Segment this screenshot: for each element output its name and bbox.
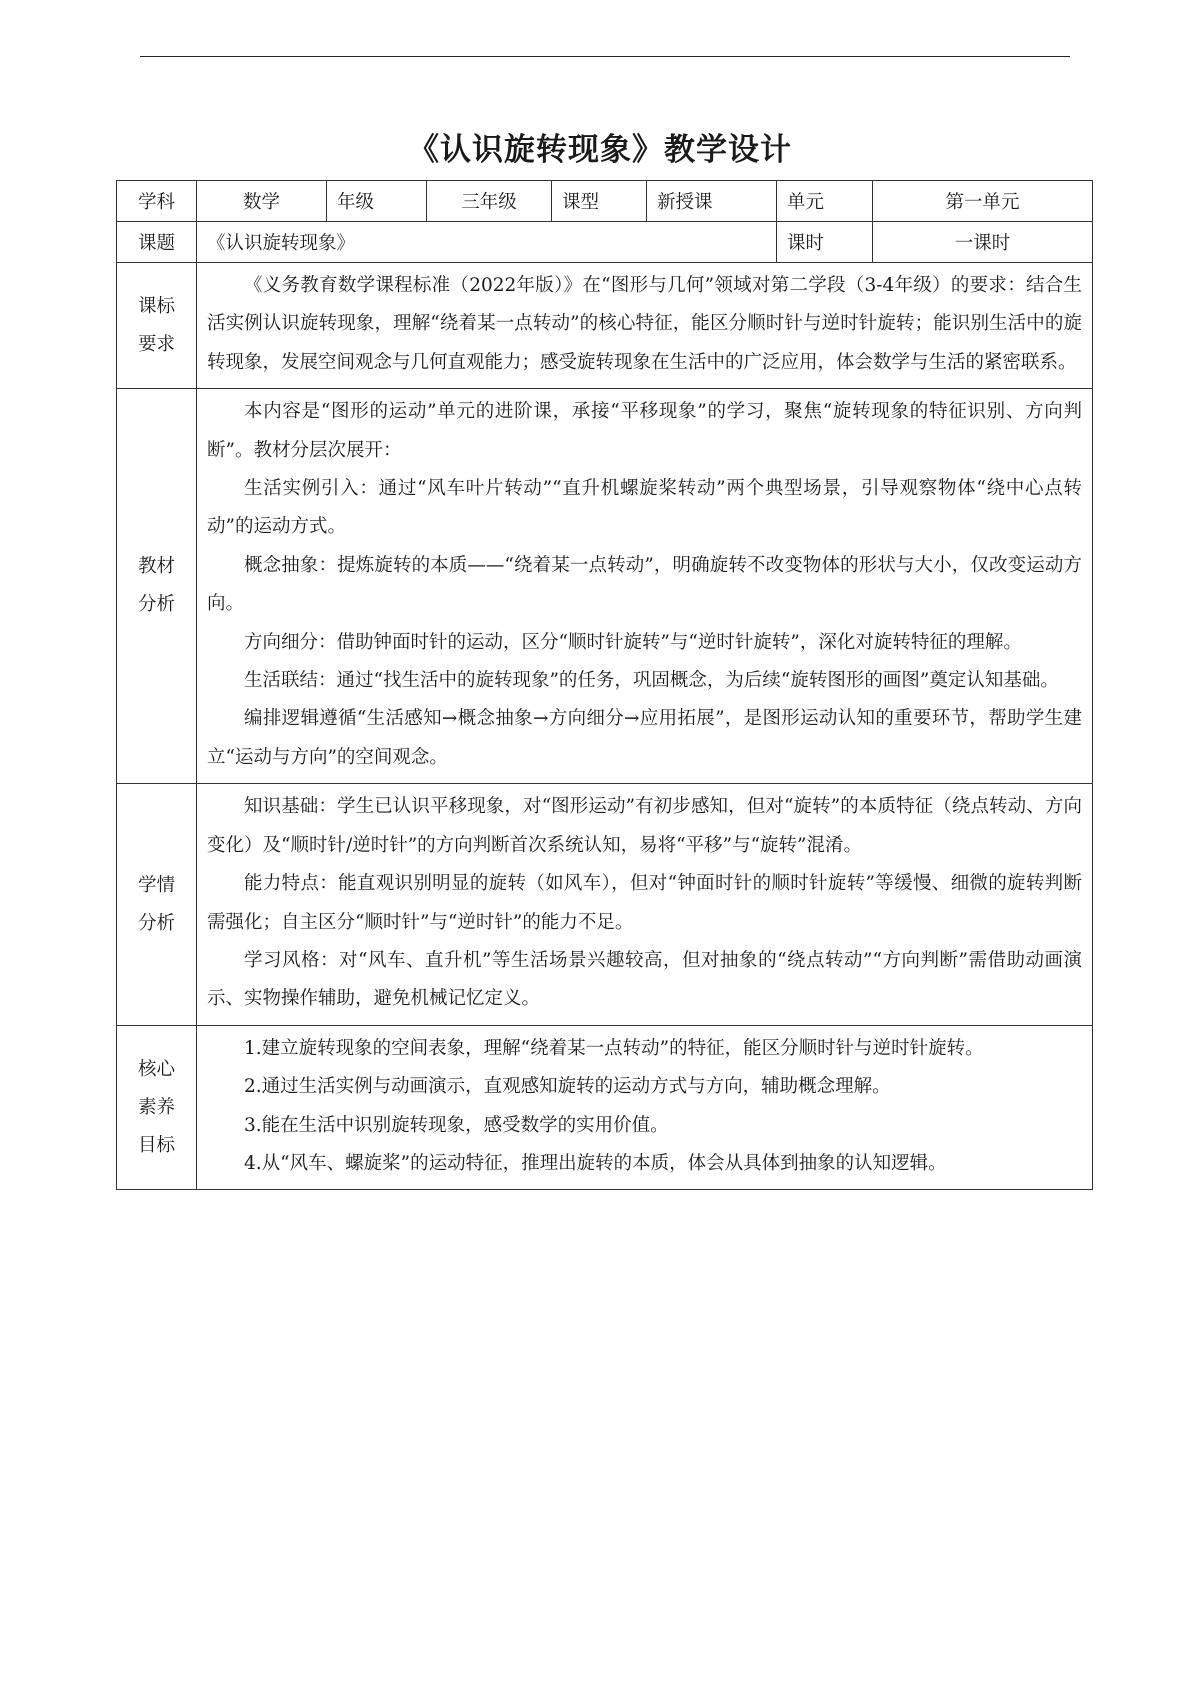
document-title: 《认识旋转现象》教学设计 xyxy=(408,132,792,168)
textbook-content xyxy=(197,389,1093,784)
topic-value: 《认识旋转现象》 xyxy=(197,222,777,263)
lesson-type-value: 新授课 xyxy=(647,181,777,222)
grade-value: 三年级 xyxy=(427,181,552,222)
textbook-row xyxy=(117,389,1093,784)
info-row-1 xyxy=(117,181,1093,222)
goals-content xyxy=(197,1025,1093,1190)
info-row-2 xyxy=(117,222,1093,263)
students-content xyxy=(197,784,1093,1025)
textbook-paragraph: 生活联结：通过“找生活中的旋转现象”的任务，巩固概念，为后续“旋转图形的画图”奠定认知基础。 xyxy=(244,670,1059,692)
students-label-line: 分析 xyxy=(137,912,175,934)
students-row xyxy=(117,784,1093,1025)
period-label: 课时 xyxy=(777,222,873,263)
lesson-plan-table xyxy=(116,180,1093,1190)
textbook-paragraph: 生活实例引入：通过“风车叶片转动”“直升机螺旋桨转动”两个典型场景，引导观察物体“绕中心点转动”的运动方式。 xyxy=(207,478,1082,538)
standard-paragraph: 《义务教育数学课程标准（2022年版）》在“图形与几何”领域对第二学段（3-4年级）的要求：结合生活实例认识旋转现象，理解“绕着某一点转动”的核心特征，能区分顺时针与逆时针旋转；能识别生活中的旋转现象，发展空间观念与几何直观能力；感受旋转现象在生活中的广泛应用，体会数学与生活的紧密联系。 xyxy=(207,275,1082,373)
lesson-type-label: 课型 xyxy=(552,181,647,222)
standard-row xyxy=(117,263,1093,389)
period-value: 一课时 xyxy=(873,222,1093,263)
standard-label-line: 课标 xyxy=(137,295,175,317)
students-paragraph: 学习风格：对“风车、直升机”等生活场景兴趣较高，但对抽象的“绕点转动”“方向判断”需借助动画演示、实物操作辅助，避免机械记忆定义。 xyxy=(207,949,1082,1010)
students-label-line: 学情 xyxy=(137,874,175,896)
goals-label xyxy=(117,1025,197,1190)
textbook-paragraph: 概念抽象：提炼旋转的本质——“绕着某一点转动”，明确旋转不改变物体的形状与大小，仅改变运动方向。 xyxy=(207,554,1082,615)
subject-label: 学科 xyxy=(117,181,197,222)
goals-paragraph: 3.能在生活中识别旋转现象，感受数学的实用价值。 xyxy=(244,1114,669,1136)
textbook-paragraph: 本内容是“图形的运动”单元的进阶课，承接“平移现象”的学习，聚焦“旋转现象的特征识别、方向判断”。教材分层次展开： xyxy=(207,401,1082,461)
grade-label: 年级 xyxy=(327,181,427,222)
students-paragraph: 能力特点：能直观识别明显的旋转（如风车），但对“钟面时针的顺时针旋转”等缓慢、细微的旋转判断需强化；自主区分“顺时针”与“逆时针”的能力不足。 xyxy=(207,873,1082,933)
header-rule xyxy=(140,56,1070,57)
textbook-paragraph: 方向细分：借助钟面时针的运动，区分“顺时针旋转”与“逆时针旋转”，深化对旋转特征的理解。 xyxy=(244,631,1022,653)
standard-label xyxy=(117,263,197,389)
textbook-label xyxy=(117,389,197,784)
standard-label-line: 要求 xyxy=(137,333,175,355)
students-label xyxy=(117,784,197,1025)
goals-row xyxy=(117,1025,1093,1190)
goals-paragraph: 1.建立旋转现象的空间表象，理解“绕着某一点转动”的特征，能区分顺时针与逆时针旋转。 xyxy=(244,1037,984,1059)
unit-label: 单元 xyxy=(777,181,873,222)
textbook-label-line: 分析 xyxy=(137,594,175,616)
goals-paragraph: 4.从“风车、螺旋桨”的运动特征，推理出旋转的本质，体会从具体到抽象的认知逻辑。 xyxy=(244,1152,947,1174)
goals-label-line: 目标 xyxy=(137,1134,175,1156)
goals-paragraph: 2.通过生活实例与动画演示，直观感知旋转的运动方式与方向，辅助概念理解。 xyxy=(244,1076,891,1098)
goals-label-line: 核心 xyxy=(137,1058,175,1080)
subject-value: 数学 xyxy=(197,181,327,222)
unit-value: 第一单元 xyxy=(873,181,1093,222)
textbook-label-line: 教材 xyxy=(137,556,175,578)
goals-label-line: 素养 xyxy=(137,1096,175,1118)
textbook-paragraph: 编排逻辑遵循“生活感知→概念抽象→方向细分→应用拓展”，是图形运动认知的重要环节，帮助学生建立“运动与方向”的空间观念。 xyxy=(207,708,1082,768)
topic-label: 课题 xyxy=(117,222,197,263)
students-paragraph: 知识基础：学生已认识平移现象，对“图形运动”有初步感知，但对“旋转”的本质特征（绕点转动、方向变化）及“顺时针/逆时针”的方向判断首次系统认知，易将“平移”与“旋转”混淆。 xyxy=(207,796,1082,856)
standard-content xyxy=(197,263,1093,389)
